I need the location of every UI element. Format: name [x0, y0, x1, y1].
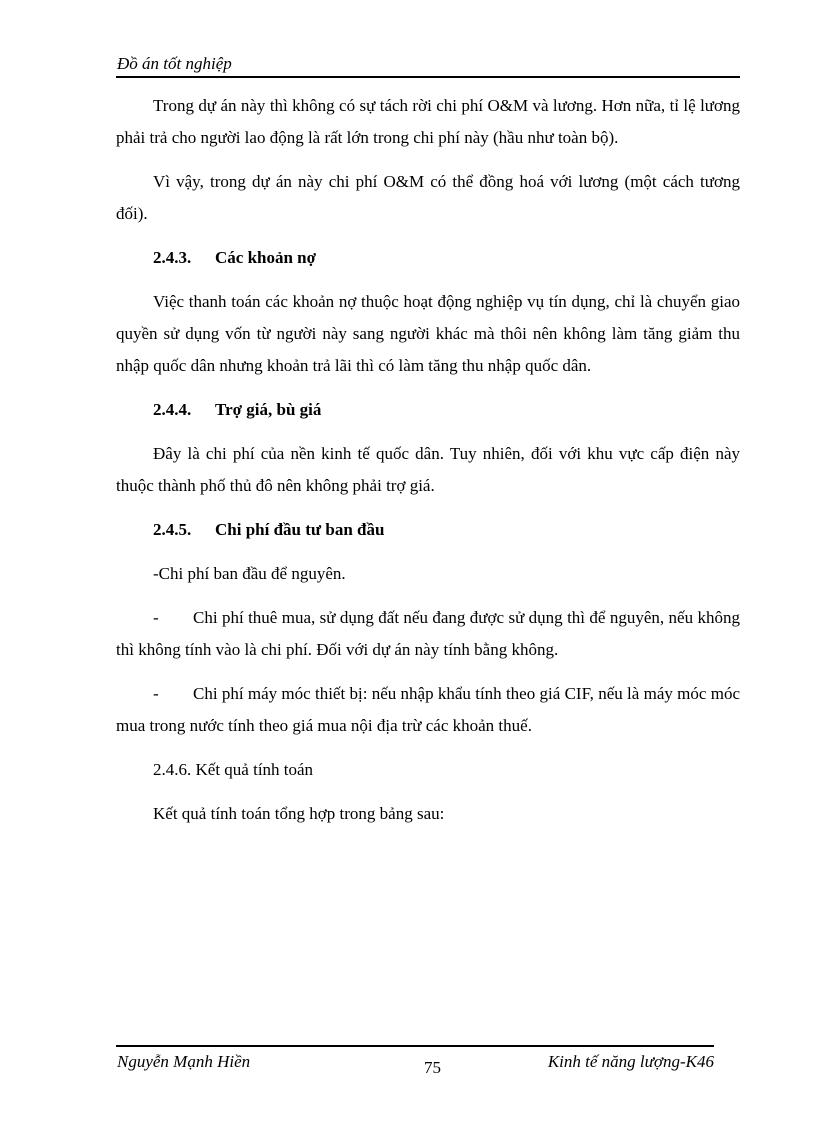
section-title: Chi phí đầu tư ban đầu: [215, 520, 385, 539]
section-heading-2-4-4: [153, 394, 740, 426]
paragraph-results-intro: Kết quả tính toán tổng hợp trong bảng sau:: [153, 804, 445, 823]
header-divider: [116, 76, 740, 78]
list-dash: -: [153, 684, 159, 703]
footer-author: Nguyễn Mạnh Hiền: [117, 1052, 251, 1071]
list-item-text: Chi phí máy móc thiết bị: nếu nhập khẩu tính theo giá CIF, nếu là máy móc móc mua trong nước tính theo giá mua nội địa trừ các khoản thuế.: [116, 684, 740, 735]
list-dash: -: [153, 608, 159, 627]
section-number: 2.4.3.: [153, 248, 192, 267]
section-number: 2.4.5.: [153, 520, 192, 539]
header-title: Đồ án tốt nghiệp: [117, 54, 232, 73]
footer-divider: [116, 1045, 714, 1047]
section-heading-2-4-6: 2.4.6. Kết quả tính toán: [153, 760, 314, 779]
paragraph-om-salary: Trong dự án này thì không có sự tách rời chi phí O&M và lương. Hơn nữa, tỉ lệ lương phải trả cho người lao động là rất lớn trong chi phí này (hầu như toàn bộ).: [116, 96, 740, 147]
paragraph-debts: Việc thanh toán các khoản nợ thuộc hoạt động nghiệp vụ tín dụng, chỉ là chuyển giao quyền sử dụng vốn từ người này sang người khác mà thôi nên không làm tăng giảm thu nhập quốc dân nhưng khoản trả lãi thì có làm tăng thu nhập quốc dân.: [116, 292, 740, 375]
list-item-text: Chi phí thuê mua, sử dụng đất nếu đang được sử dụng thì để nguyên, nếu không thì không tính vào là chi phí. Đối với dự án này tính bằng không.: [116, 608, 740, 659]
section-number: 2.4.4.: [153, 400, 192, 419]
section-title: Trợ giá, bù giá: [215, 400, 322, 419]
section-heading-2-4-3: [153, 242, 740, 274]
section-title: Các khoản nợ: [215, 248, 317, 267]
page-number: 75: [424, 1058, 441, 1077]
list-dash: -: [153, 564, 159, 583]
list-item: [153, 558, 740, 590]
section-heading-2-4-5: [153, 514, 740, 546]
page-body: [116, 90, 740, 842]
paragraph-subsidy: Đây là chi phí của nền kinh tế quốc dân. Tuy nhiên, đối với khu vực cấp điện này thuộc thành phố thủ đô nên không phải trợ giá.: [116, 444, 740, 495]
footer-course: Kinh tế năng lượng-K46: [547, 1052, 714, 1071]
list-item-text: Chi phí ban đầu để nguyên.: [158, 564, 346, 583]
list-item: [116, 678, 740, 742]
list-item: [116, 602, 740, 666]
paragraph-om-equivalence: Vì vậy, trong dự án này chi phí O&M có thể đồng hoá với lương (một cách tương đối).: [116, 172, 740, 223]
